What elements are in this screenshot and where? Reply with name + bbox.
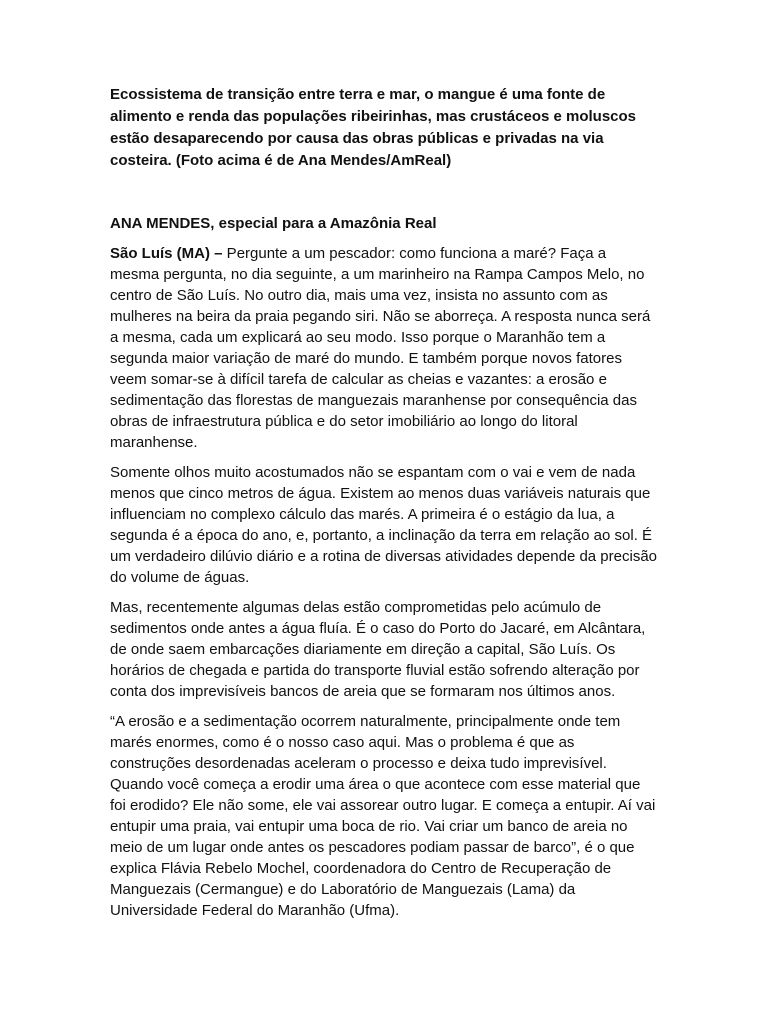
article-paragraph: [110, 243, 658, 453]
article-paragraph: “A erosão e a sedimentação ocorrem naturalmente, principalmente onde tem marés enormes, como é o nosso caso aqui. Mas o problema é que as construções desordenadas aceleram o processo e deixa tudo imprevisível. Quando você começa a erodir uma área o que acontece com esse material que foi erodido? Ele não some, ele vai assorear outro lugar. E começa a entupir. Aí vai entupir uma praia, vai entupir uma boca de rio. Vai criar um banco de areia no meio de um lugar onde antes os pescadores podiam passar de barco”, é o que explica Flávia Rebelo Mochel, coordenadora do Centro de Recuperação de Manguezais (Cermangue) e do Laboratório de Manguezais (Lama) da Universidade Federal do Maranhão (Ufma).: [110, 713, 656, 919]
dateline: São Luís (MA) –: [110, 245, 223, 262]
byline: ANA MENDES, especial para a Amazônia Real: [110, 215, 437, 232]
article-paragraph: Somente olhos muito acostumados não se espantam com o vai e vem de nada menos que cinco metros de água. Existem ao menos duas variáveis naturais que influenciam no complexo cálculo das marés. A primeira é o estágio da lua, a segunda é a época do ano, e, portanto, a inclinação da terra em relação ao sol. É um verdadeiro dilúvio diário e a rotina de diversas atividades depende da precisão do volume de águas.: [110, 464, 658, 586]
article: [110, 84, 658, 921]
article-paragraph: Mas, recentemente algumas delas estão comprometidas pelo acúmulo de sedimentos onde antes a água fluía. É o caso do Porto do Jacaré, em Alcântara, de onde saem embarcações diariamente em direção a capital, São Luís. Os horários de chegada e partida do transporte fluvial estão sofrendo alteração por conta dos imprevisíveis bancos de areia que se formaram nos últimos anos.: [110, 599, 646, 700]
photo-caption: Ecossistema de transição entre terra e mar, o mangue é uma fonte de alimento e renda das populações ribeirinhas, mas crustáceos e moluscos estão desaparecendo por causa das obras públicas e privadas na via costeira. (Foto acima é de Ana Mendes/AmReal): [110, 86, 637, 169]
paragraph-text: Pergunte a um pescador: como funciona a maré? Faça a mesma pergunta, no dia seguinte, a um marinheiro na Rampa Campos Melo, no centro de São Luís. No outro dia, mais uma vez, insista no assunto com as mulheres na beira da praia pegando siri. Não se aborreça. A resposta nunca será a mesma, cada um explicará ao seu modo. Isso porque o Maranhão tem a segunda maior variação de maré do mundo. E também porque novos fatores veem somar-se à difícil tarefa de calcular as cheias e vazantes: a erosão e sedimentação das florestas de manguezais maranhense por consequência das obras de infraestrutura pública e do setor imobiliário ao longo do litoral maranhense.: [110, 245, 651, 451]
